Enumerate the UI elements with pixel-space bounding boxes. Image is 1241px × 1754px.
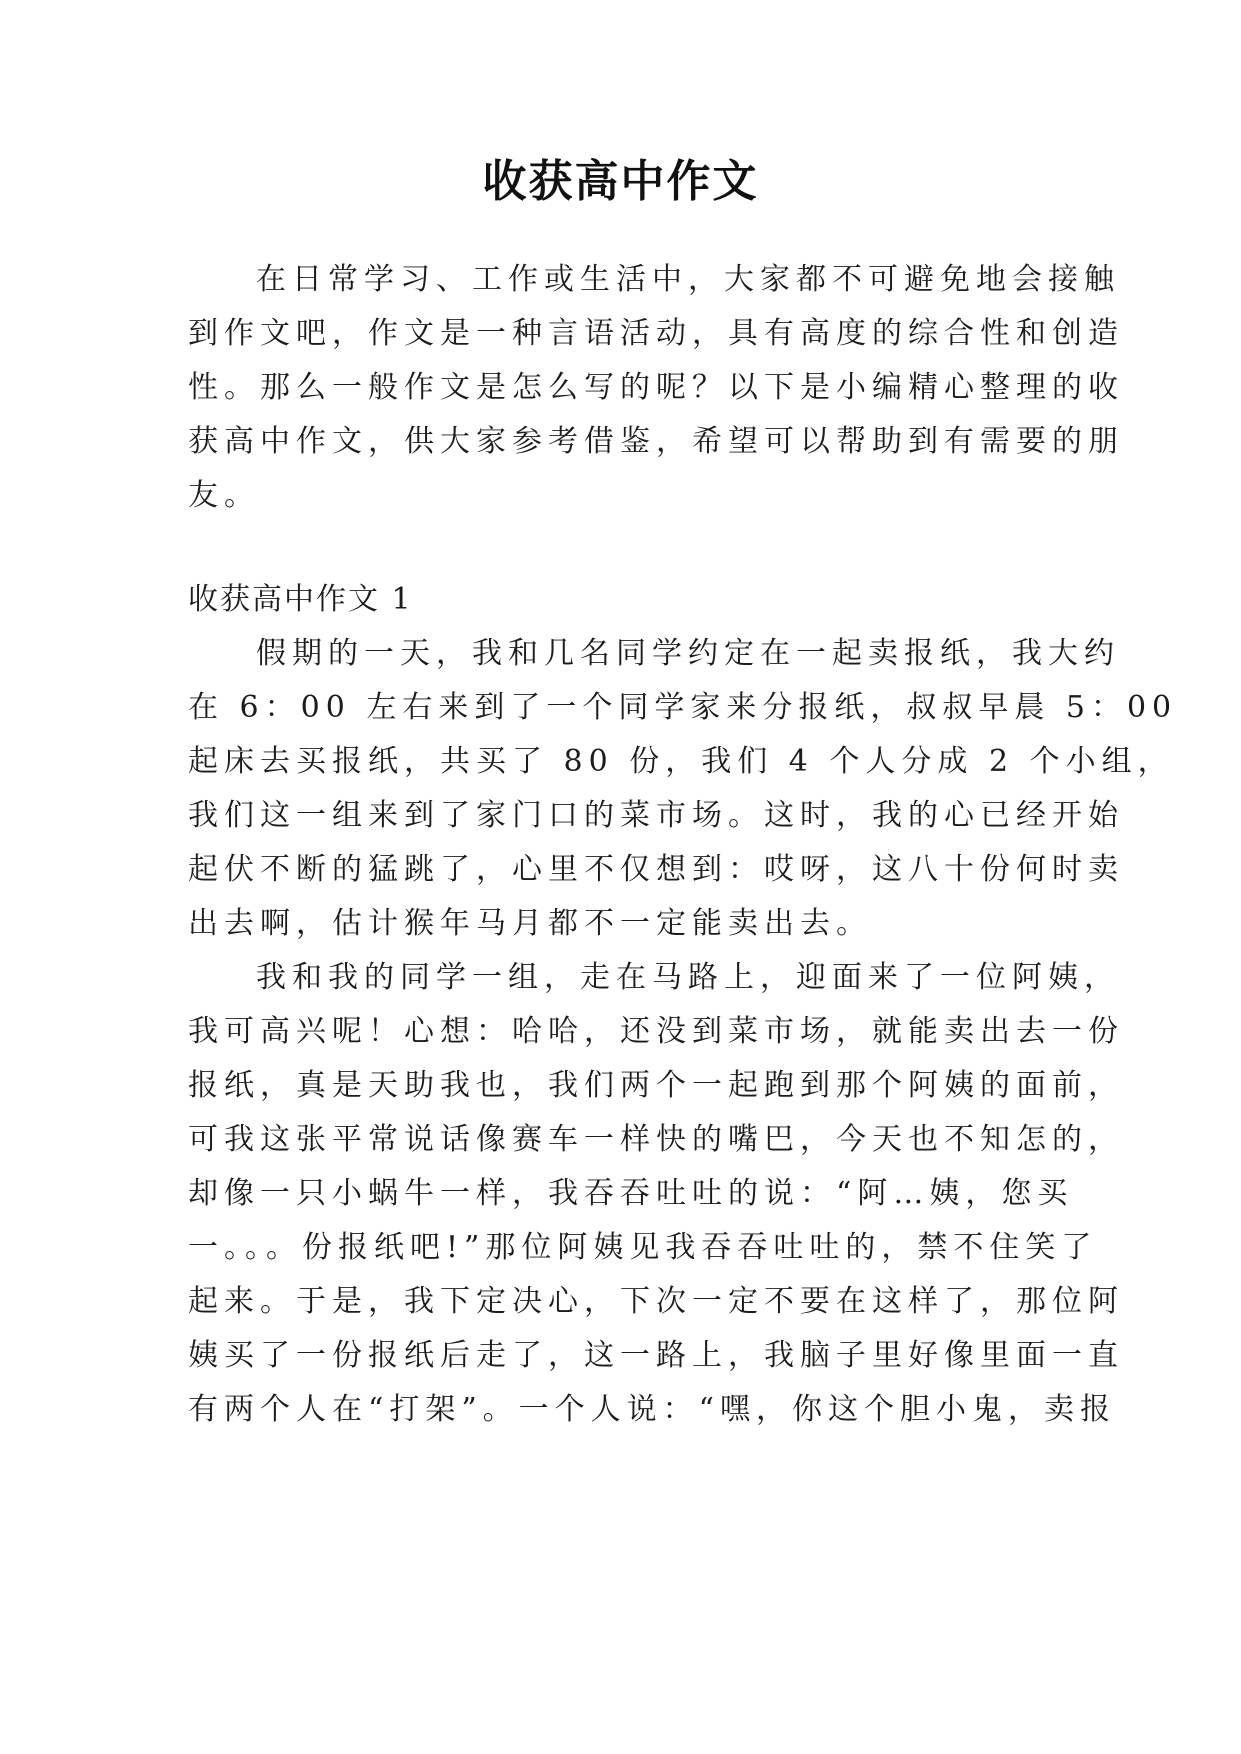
paragraph-line: 我们这一组来到了家门口的菜市场。这时，我的心已经开始 <box>188 798 1124 833</box>
intro-line: 在日常学习、工作或生活中，大家都不可避免地会接触 <box>256 262 1120 297</box>
document-title: 收获高中作文 <box>482 156 759 207</box>
section-heading: 收获高中作文 1 <box>188 582 413 617</box>
paragraph-line: 我和我的同学一组，走在马路上，迎面来了一位阿姨， <box>256 960 1120 995</box>
intro-line: 性。那么一般作文是怎么写的呢？以下是小编精心整理的收 <box>188 370 1124 405</box>
paragraph-line: 我可高兴呢！心想：哈哈，还没到菜市场，就能卖出去一份 <box>188 1014 1124 1049</box>
paragraph-line: 假期的一天，我和几名同学约定在一起卖报纸，我大约 <box>256 636 1120 671</box>
paragraph-line: 起伏不断的猛跳了，心里不仅想到：哎呀，这八十份何时卖 <box>188 852 1124 887</box>
paragraph-line: 姨买了一份报纸后走了，这一路上，我脑子里好像里面一直 <box>188 1338 1124 1373</box>
intro-line: 友。 <box>188 478 260 513</box>
paragraph-line: 可我这张平常说话像赛车一样快的嘴巴，今天也不知怎的， <box>188 1122 1124 1157</box>
paragraph-line: 却像一只小蜗牛一样，我吞吞吐吐的说：“阿…姨，您买 <box>188 1176 1074 1211</box>
paragraph-line: 起床去买报纸，共买了 80 份，我们 4 个人分成 2 个小组， <box>188 744 1174 779</box>
paragraph-line: 在 6：00 左右来到了一个同学家来分报纸，叔叔早晨 5：00 <box>188 690 1178 725</box>
paragraph-line: 一。。。份报纸吧!”那位阿姨见我吞吞吐吐的，禁不住笑了 <box>188 1230 1098 1265</box>
paragraph-line: 有两个人在“打架”。一个人说：“嘿，你这个胆小鬼，卖报 <box>188 1392 1117 1427</box>
paragraph-line: 出去啊，估计猴年马月都不一定能卖出去。 <box>188 906 872 941</box>
paragraph-line: 报纸，真是天助我也，我们两个一起跑到那个阿姨的面前， <box>188 1068 1124 1103</box>
paragraph-line: 起来。于是，我下定决心，下次一定不要在这样了，那位阿 <box>188 1284 1124 1319</box>
intro-line: 获高中作文，供大家参考借鉴，希望可以帮助到有需要的朋 <box>188 424 1124 459</box>
intro-line: 到作文吧，作文是一种言语活动，具有高度的综合性和创造 <box>188 316 1124 351</box>
